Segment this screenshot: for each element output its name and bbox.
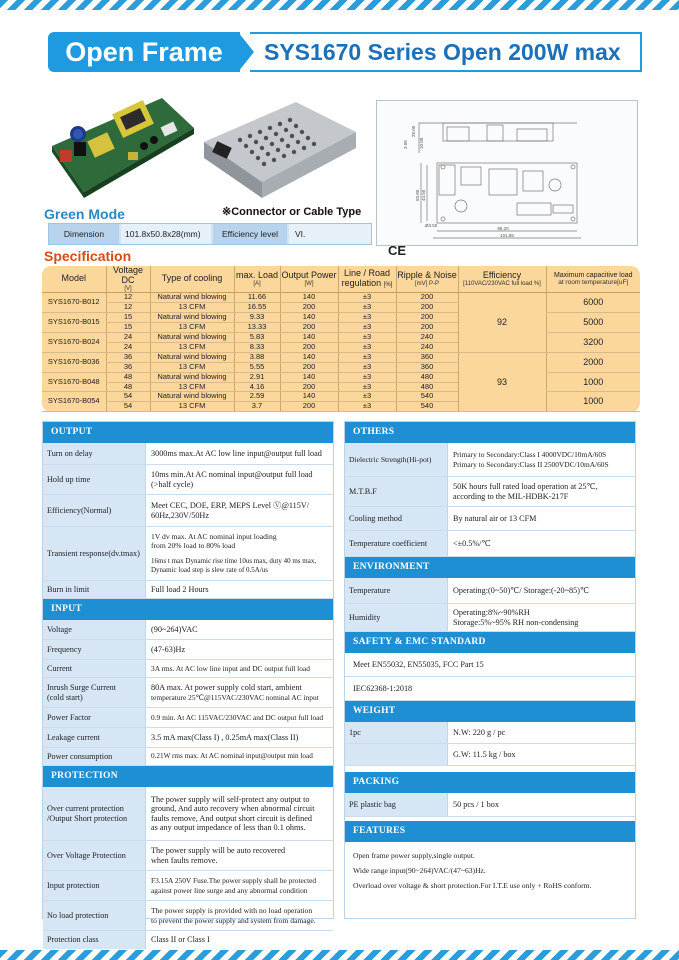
col-voltage: Voltage DC [V]: [106, 266, 150, 293]
temp-coefficient-row: Temperature coefficient <±0.5%/℃: [345, 531, 635, 557]
power-factor-row: Power Factor 0.9 min. At AC 115VAC/230VAC and DC output full load: [43, 708, 333, 728]
weight-section-header: WEIGHT: [345, 701, 635, 722]
dim-depth-inner: 44.50: [421, 189, 426, 201]
product-title-box: [250, 32, 642, 72]
hold-up-row: Hold up time 10ms min.At AC nominal input@output full load (>half cycle): [43, 465, 333, 495]
humidity-row: Humidity Operating:8%~90%RH Storage:5%~95% RH non-condensing: [345, 604, 635, 632]
table-row: SYS1670-B036 36 Natural wind blowing 3.88 140 ±3 360 93 2000: [42, 352, 640, 362]
gross-weight-row: G.W: 11.5 kg / box: [345, 744, 635, 766]
category-banner: [48, 32, 240, 72]
burn-in-row: Burn in limit Full load 2 Hours: [43, 581, 333, 599]
others-section-header: OTHERS: [345, 422, 635, 443]
efficiency-level-value: VI.: [289, 224, 371, 244]
mechanical-drawing: [376, 100, 638, 246]
efficiency-group-2: 93: [458, 352, 546, 411]
table-row: SYS1670-B012 12 Natural wind blowing 11.66 140 ±3 200 92 6000: [42, 293, 640, 303]
turn-on-delay-row: Turn on delay 3000ms max.At AC low line input@output full load: [43, 443, 333, 465]
top-stripe: [0, 0, 679, 10]
feature-item: Wide range input(90~264)VAC/(47~63)Hz.: [353, 866, 486, 875]
product-title: SYS1670 Series Open 200W max: [264, 39, 621, 65]
col-efficiency: Efficiency [110VAC/230VAC full load %]: [458, 266, 546, 293]
product-photo-open-frame: [44, 88, 196, 203]
dimension-label: Dimension: [49, 224, 119, 244]
environment-section-header: ENVIRONMENT: [345, 557, 635, 578]
input-voltage-row: Voltage (90~264)VAC: [43, 620, 333, 640]
efficiency-row: Efficiency(Normal) Meet CEC, DOE, ERP, MEPS Level Ⓥ@115V/ 60Hz,230V/50Hz: [43, 495, 333, 527]
dim-height: 28.00: [411, 125, 416, 137]
table-row: SYS1670-B054 54 Natural wind blowing 2.59 140 ±3 540 1000: [42, 392, 640, 402]
col-capacitive: Maximum capacitive load at room temperature[uF]: [546, 266, 640, 293]
dim-offset-b: 10.00: [419, 137, 424, 149]
frequency-row: Frequency (47-63)Hz: [43, 640, 333, 660]
dim-offset-a: 3.00: [403, 140, 408, 149]
input-protection-row: Input protection F3.15A 250V Fuse.The power supply shall be protected against power line surge and any abnormal condition: [43, 871, 333, 901]
dimension-row: [48, 223, 372, 245]
dim-width-inner: 95.20: [497, 226, 509, 231]
leakage-row: Leakage current 3.5 mA max(Class I) , 0.25mA max(Class II): [43, 728, 333, 748]
packing-row: PE plastic bag 50 pcs / 1 box: [345, 793, 635, 817]
left-spec-panel: [42, 421, 334, 945]
category-label: Open Frame: [65, 37, 223, 67]
safety-row-1: Meet EN55032, EN55035, FCC Part 15: [345, 653, 635, 677]
protection-section-header: PROTECTION: [43, 766, 333, 787]
net-weight-row: 1pc N.W: 220 g / pc: [345, 722, 635, 744]
col-model: Model: [42, 266, 106, 293]
safety-row-2: IEC62368-1:2018: [345, 677, 635, 701]
green-mode-label: Green Mode: [44, 206, 125, 222]
feature-item: Open frame power supply,single output.: [353, 851, 475, 860]
table-row: SYS1670-B048 48 Natural wind blowing 2.91 140 ±3 480 1000: [42, 372, 640, 382]
efficiency-level-label: Efficiency level: [213, 224, 287, 244]
product-photo-enclosed: [200, 96, 358, 200]
connector-note: ※Connector or Cable Type: [222, 206, 362, 218]
col-cooling: Type of cooling: [150, 266, 234, 293]
features-section-header: FEATURES: [345, 821, 635, 842]
table-row: SYS1670-B015 15 Natural wind blowing 9.33 140 ±3 200 5000: [42, 313, 640, 323]
specification-table-box: [42, 266, 640, 412]
ce-mark: CE: [388, 243, 407, 258]
right-spec-panel: [344, 421, 636, 919]
cooling-method-row: Cooling method By natural air or 13 CFM: [345, 507, 635, 531]
mtbf-row: M.T.B.F 50K hours full rated load operation at 25℃, according to the MIL-HDBK-217F: [345, 477, 635, 507]
dielectric-row: Dielectric Strength(Hi-pot) Primary to Secondary:Class I 4000VDC/10mA/60S Primary to Secondary:Class II 2500VDC/10mA/60S: [345, 443, 635, 477]
specification-table: [42, 266, 640, 412]
power-consumption-row: Power consumption 0.21W rms max. At AC nominal input@output min load: [43, 748, 333, 766]
over-current-row: Over current protection /Output Short protection The power supply will self-protect any output to ground, And auto recovery when abnormal circuit faults remove, And output short circuit is defined as any output impedance of less than 0.1 ohms.: [43, 787, 333, 841]
col-power: Output Power [W]: [280, 266, 338, 293]
dim-depth-outer: 50.80: [415, 189, 420, 201]
features-list: [345, 842, 635, 899]
bottom-stripe: [0, 950, 679, 960]
table-row: 15 13 CFM 13.33 200 ±3 200: [42, 323, 640, 333]
input-section-header: INPUT: [43, 599, 333, 620]
table-row: SYS1670-B024 24 Natural wind blowing 5.83 140 ±3 240 3200: [42, 333, 640, 343]
table-row: 12 13 CFM 16.55 200 ±3 200: [42, 303, 640, 313]
specification-title: Specification: [44, 248, 132, 264]
dimension-value: 101.8x50.8x28(mm): [121, 224, 211, 244]
over-voltage-row: Over Voltage Protection The power supply will be auto recovered when faults remove.: [43, 841, 333, 871]
inrush-row: Inrush Surge Current (cold start) 80A max. At power supply cold start, ambient temperature 25℃@115VAC/230VAC nominal AC input: [43, 678, 333, 708]
feature-item: Overload over voltage & short protection.For I.T.E use only + RoHS conform.: [353, 881, 592, 890]
col-load: max. Load [A]: [234, 266, 280, 293]
no-load-row: No load protection The power supply is provided with no load operation to prevent the power supply and system from damage.: [43, 901, 333, 931]
dim-hole: Ø3.50: [425, 223, 438, 228]
col-regulation: Line / Road regulation [%]: [338, 266, 396, 293]
table-row: 24 13 CFM 8.33 200 ±3 240: [42, 342, 640, 352]
safety-section-header: SAFETY & EMC STANDARD: [345, 632, 635, 653]
temperature-row: Temperature Operating:(0~50)℃/ Storage:(-20~85)℃: [345, 578, 635, 604]
protection-class-row: Protection class Class II or Class I: [43, 931, 333, 949]
packing-section-header: PACKING: [345, 772, 635, 793]
current-row: Current 3A rms. At AC low line input and DC output full load: [43, 660, 333, 678]
table-row: 48 13 CFM 4.16 200 ±3 480: [42, 382, 640, 392]
col-ripple: Ripple & Noise [mV] P-P: [396, 266, 458, 293]
table-row: 36 13 CFM 5.55 200 ±3 360: [42, 362, 640, 372]
transient-row: Transient response(dv.tmax) 1V dv max. At AC nominal input loading from 20% load to 80% load 16ms t max Dynamic rise time 10us max, duty 40 ms max, Dynamic load step is slew rate of 0.5A/us: [43, 527, 333, 581]
output-section-header: OUTPUT: [43, 422, 333, 443]
table-row: 54 13 CFM 3.7 200 ±3 540: [42, 402, 640, 412]
efficiency-group-1: 92: [458, 293, 546, 352]
dim-width-outer: 101.85: [500, 233, 514, 238]
